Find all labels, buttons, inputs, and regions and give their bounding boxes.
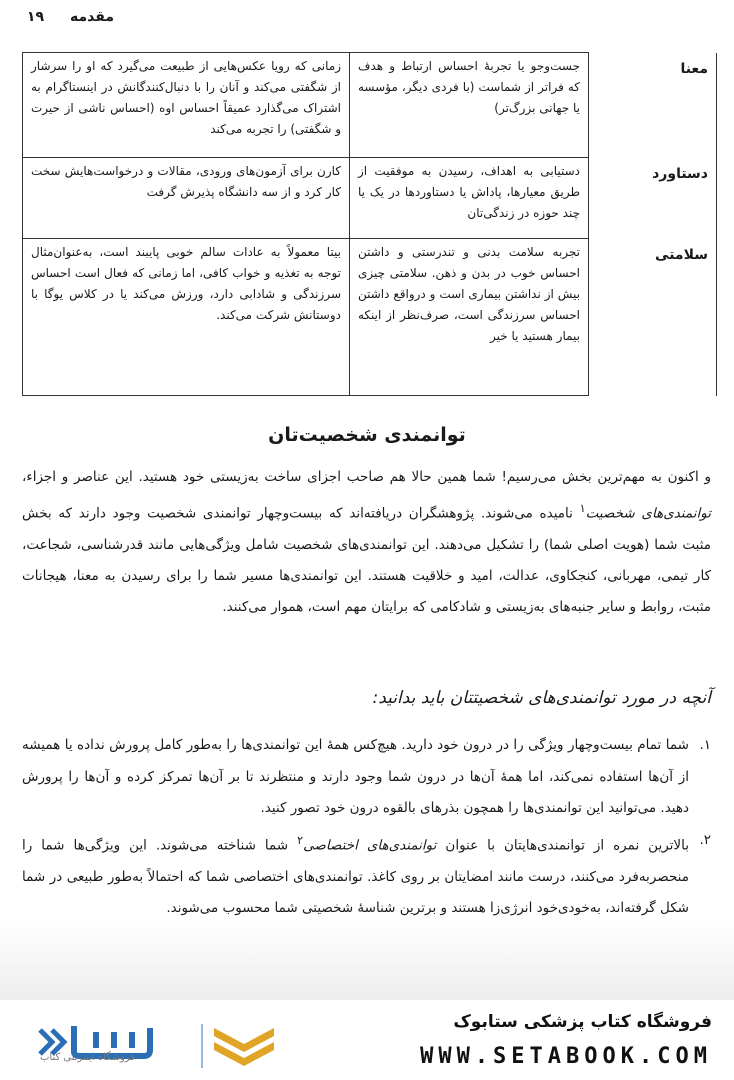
page-header: [0, 6, 734, 30]
list-number: ۲.: [699, 831, 711, 848]
italic-term: توانمندی‌های شخصیت: [585, 505, 711, 522]
subheading: آنچه در مورد توانمندی‌های شخصیتتان باید بدانید:: [372, 688, 711, 708]
definition-cell: دستیابی به اهداف، رسیدن به موفقیت از طریق معیارها، پاداش یا دستاوردها در یک یا چند حوزه در زندگی‌تان: [350, 158, 589, 239]
list-text: شما تمام بیست‌وچهار ویژگی را در درون خود دارید. هیچ‌کس همهٔ این توانمندی‌ها را به‌طور کامل پرورش نداده یا همیشه از آن‌ها استفاده نمی‌کند، اما همهٔ آن‌ها در درون شما وجود دارند و منتظرند تا بر آن‌ها تمرکز کرده و آن‌ها را پرورش دهید. می‌توانید این توانمندی‌ها را همچون بذرهای بالقوه درون خود تصور کنید.: [22, 737, 689, 816]
example-cell: زمانی که رویا عکس‌هایی از طبیعت می‌گیرد که او را سرشار از شگفتی می‌کند و آنان را با دنبال‌کنندگانش در اینستاگرام به اشتراک می‌گذارد عمیقاً احساس اوه (احساس ناشی از حیرت و شگفتی) را تجربه می‌کند: [23, 53, 350, 158]
term-cell: معنا: [589, 53, 717, 158]
italic-term: توانمندی‌های اختصاصی: [303, 837, 437, 853]
store-name: فروشگاه کتاب پزشکی ستابوک: [453, 1012, 712, 1032]
definition-cell: تجربه سلامت بدنی و تندرستی و داشتن احساس خوب در بدن و ذهن. سلامتی چیزی بیش از نداشتن بیماری است و درواقع داشتن احساس سرزندگی است، صرف‌نظر از اینکه بیمار هستید یا خیر: [350, 239, 589, 396]
body-text: نامیده می‌شوند. پژوهشگران دریافته‌اند که بیست‌وچهار توانمندی شخصیت وجود دارند که بخش مثبت شما (هویت اصلی شما) را تشکیل می‌دهند. این توانمندی‌های شخصیت شامل ویژگی‌هایی مانند قدرشناسی، شجاعت، کار تیمی، مهربانی، کنجکاوی، عدالت، امید و خلاقیت هستند. این توانمندی‌ها مسیر شما را برای رسیدن به معنا، هیجانات مثبت، روابط و سایر جنبه‌های به‌زیستی و شادکامی که برایتان مهم است، هموار می‌کنند.: [22, 505, 711, 615]
term-cell: سلامتی: [589, 239, 717, 396]
footnote-marker: ۲: [297, 833, 304, 847]
page-number: ۱۹: [26, 9, 44, 25]
example-cell: کارن برای آزمون‌های ورودی، مقالات و درخواست‌هایش سخت کار کرد و از سه دانشگاه پذیرش گرفت: [23, 158, 350, 239]
definition-cell: جست‌وجو یا تجربهٔ احساس ارتباط و هدف که فراتر از شماست (با فردی دیگر، مؤسسه یا جهانی بزرگ‌تر): [350, 53, 589, 158]
section-title: توانمندی شخصیت‌تان: [268, 424, 466, 446]
definitions-table: [22, 52, 717, 396]
body-text: و اکنون به مهم‌ترین بخش می‌رسیم! شما همین حالا هم صاحب اجزای ساخت به‌زیستی خود هستید. این عناصر و اجزاء،: [22, 469, 711, 485]
table-row: [23, 53, 717, 158]
bottom-fade: [0, 920, 734, 1000]
list-item: [22, 825, 711, 925]
table-row: [23, 239, 717, 396]
list-text: بالاترین نمره از توانمندی‌هایتان با عنوان: [436, 837, 689, 853]
list-number: ۱.: [699, 737, 711, 753]
example-cell: بیتا معمولاً به عادات سالم خوبی پایبند است، به‌عنوان‌مثال توجه به تغذیه و خواب کافی، اما زمانی که فعال است احساس سرزندگی و شادابی دارد، ورزش می‌کند یا در کلاس یوگا با دوستانش شرکت می‌کند.: [23, 239, 350, 396]
body-paragraph: [22, 462, 711, 623]
numbered-list: [22, 730, 711, 925]
table-row: [23, 158, 717, 239]
store-url[interactable]: WWW.SETABOOK.COM: [420, 1044, 712, 1069]
term-cell: دستاورد: [589, 158, 717, 239]
footer-banner: [0, 1000, 734, 1080]
footnote-marker: ۱: [579, 502, 586, 515]
list-item: [22, 730, 711, 825]
logo-subtitle: فروشگاه اینترنتی کتاب: [40, 1052, 136, 1063]
header-title: مقدمه: [70, 9, 114, 25]
list-text: شما شناخته می‌شوند. این ویژگی‌ها شما را منحصربه‌فرد می‌کنند، درست مانند امضایتان بر روی کاغذ. توانمندی‌های اختصاصی شما که احتمالاً به‌طور طبیعی در شما شکل گرفته‌اند، به‌خودی‌خود انرژی‌زا هستند و برترین شناسهٔ شخصیتی شما محسوب می‌شوند.: [22, 837, 689, 916]
